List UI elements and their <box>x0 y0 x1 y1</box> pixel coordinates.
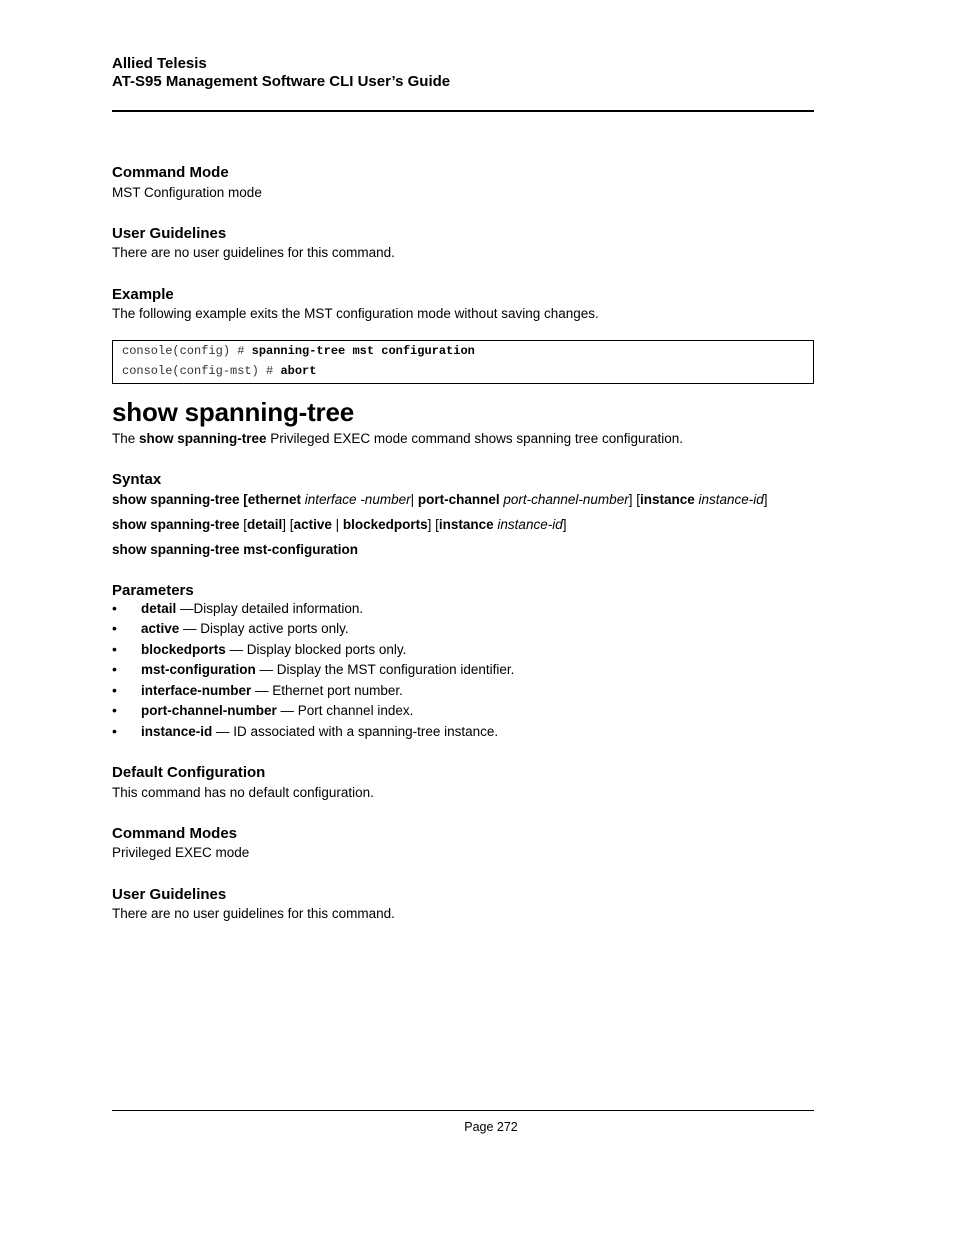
param-desc: — Display blocked ports only. <box>225 642 407 657</box>
param-desc: — Ethernet port number. <box>251 683 403 698</box>
param-desc: — Display the MST configuration identifier. <box>255 662 515 677</box>
syntax-keyword: blockedports <box>342 517 428 532</box>
syntax-keyword: port-channel <box>417 492 500 507</box>
code-line <box>122 344 475 358</box>
syntax-keyword: active <box>293 517 332 532</box>
syntax-heading: Syntax <box>112 471 162 488</box>
syntax-arg: port-channel-number <box>499 492 629 507</box>
param-name: mst-configuration <box>141 662 256 677</box>
syntax-keyword: detail <box>247 517 283 532</box>
intro-text: Privileged EXEC mode command shows spanning tree configuration. <box>266 431 684 446</box>
syntax-sep: ] [ <box>628 492 640 507</box>
syntax-line-3 <box>112 542 358 557</box>
code-prompt: console(config-mst) # <box>122 364 281 378</box>
user-guidelines-text: There are no user guidelines for this command. <box>112 245 395 260</box>
syntax-arg: instance-id <box>493 517 563 532</box>
syntax-arg: interface -number <box>301 492 411 507</box>
param-desc: — Display active ports only. <box>179 621 349 636</box>
param-name: blockedports <box>141 642 226 657</box>
param-desc: — Port channel index. <box>276 703 414 718</box>
bullet-icon: • <box>112 620 117 636</box>
command-title: show spanning-tree <box>112 397 354 427</box>
bullet-icon: • <box>112 723 117 739</box>
code-prompt: console(config) # <box>122 344 252 358</box>
syntax-keyword: show spanning-tree mst-configuration <box>112 542 359 557</box>
syntax-line-1 <box>112 492 768 507</box>
syntax-sep: ] <box>562 517 567 532</box>
example-heading: Example <box>112 286 174 303</box>
command-mode-heading: Command Mode <box>112 164 229 181</box>
user-guidelines-heading: User Guidelines <box>112 225 227 242</box>
syntax-keyword: instance <box>639 492 695 507</box>
param-name: active <box>141 621 180 636</box>
bullet-icon: • <box>112 702 117 718</box>
syntax-keyword: instance <box>438 517 494 532</box>
command-modes-heading: Command Modes <box>112 825 238 842</box>
command-intro <box>112 431 683 446</box>
syntax-arg: instance-id <box>694 492 764 507</box>
syntax-sep: ] [ <box>427 517 439 532</box>
bullet-icon: • <box>112 641 117 657</box>
command-modes-text: Privileged EXEC mode <box>112 845 250 860</box>
user-guidelines-heading: User Guidelines <box>112 886 227 903</box>
bullet-icon: • <box>112 600 117 616</box>
footer-rule <box>112 1110 814 1111</box>
syntax-line-2 <box>112 517 566 532</box>
param-name: interface-number <box>141 683 252 698</box>
syntax-sep: | <box>331 517 343 532</box>
code-command: abort <box>280 364 317 378</box>
default-config-heading: Default Configuration <box>112 764 266 781</box>
param-name: instance-id <box>141 724 213 739</box>
syntax-keyword: show spanning-tree [ethernet <box>112 492 302 507</box>
example-text: The following example exits the MST configuration mode without saving changes. <box>112 306 599 321</box>
syntax-sep: | <box>410 492 418 507</box>
param-name: detail <box>141 601 177 616</box>
command-mode-text: MST Configuration mode <box>112 185 262 200</box>
code-command: spanning-tree mst configuration <box>251 344 475 358</box>
bullet-icon: • <box>112 682 117 698</box>
syntax-keyword: show spanning-tree <box>112 517 240 532</box>
header-guide-title: AT-S95 Management Software CLI User’s Guide <box>112 73 451 90</box>
syntax-sep: [ <box>239 517 248 532</box>
param-desc: — ID associated with a spanning-tree instance. <box>212 724 499 739</box>
header-company: Allied Telesis <box>112 55 207 72</box>
page-number: Page 272 <box>464 1120 518 1134</box>
code-line <box>122 364 316 378</box>
syntax-sep: ] [ <box>282 517 294 532</box>
default-config-text: This command has no default configuration. <box>112 785 374 800</box>
intro-text: The <box>112 431 140 446</box>
param-desc: —Display detailed information. <box>176 601 364 616</box>
syntax-sep: ] <box>763 492 768 507</box>
intro-command: show spanning-tree <box>139 431 267 446</box>
param-name: port-channel-number <box>141 703 277 718</box>
parameters-heading: Parameters <box>112 582 194 599</box>
user-guidelines-text: There are no user guidelines for this command. <box>112 906 395 921</box>
code-example-box <box>112 340 814 384</box>
header-rule <box>112 110 814 112</box>
bullet-icon: • <box>112 661 117 677</box>
